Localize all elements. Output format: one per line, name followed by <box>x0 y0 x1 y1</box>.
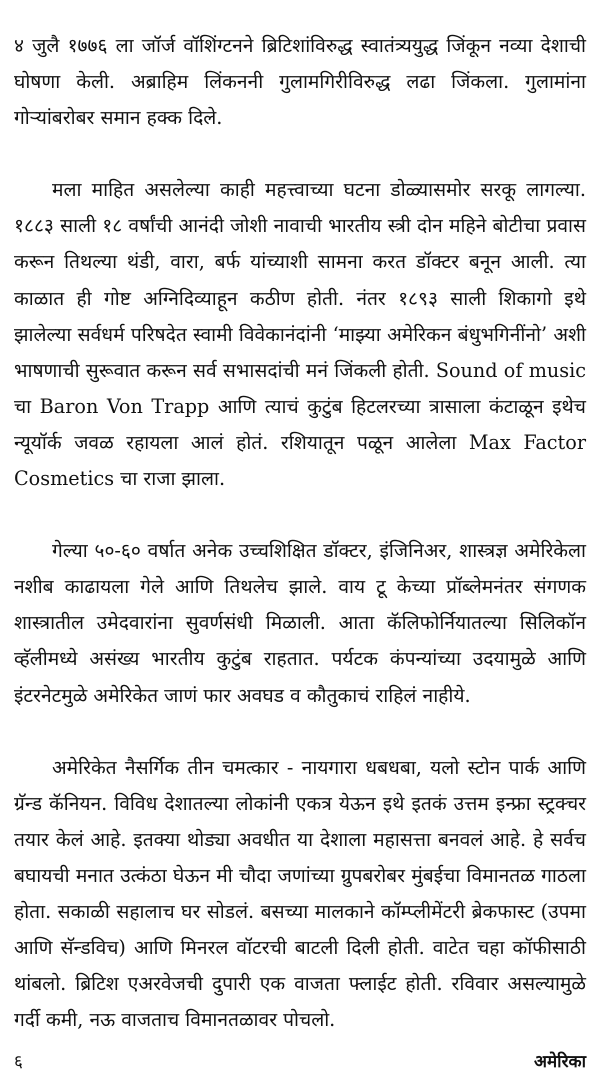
paragraph-4: अमेरिकेत नैसर्गिक तीन चमत्कार - नायगारा धबधबा, यलो स्टोन पार्क आणि ग्रॅन्ड कॅनियन. विविध देशातल्या लोकांनी एकत्र येऊन इथे इतकं उत्तम इन्फ्रा स्ट्रक्चर तयार केलं आहे. इतक्या थोड्या अवधीत या देशाला महासत्ता बनवलं आहे. हे सर्वच बघायची मनात उत्कंठा घेऊन मी चौदा जणांच्या ग्रुपबरोबर मुंबईचा विमानतळ गाठला होता. सकाळी सहालाच घर सोडलं. बसच्या मालकाने कॉम्प्लीमेंटरी ब्रेकफास्ट (उपमा आणि सॅन्डविच) आणि मिनरल वॉटरची बाटली दिली होती. वाटेत चहा कॉफीसाठी थांबलो. ब्रिटिश एअरवेजची दुपारी एक वाजता फ्लाईट होती. रविवार असल्यामुळे गर्दी कमी, नऊ वाजताच विमानतळावर पोचलो. <box>14 755 586 1032</box>
page-footer <box>14 1046 586 1074</box>
body-text <box>14 28 586 1038</box>
paragraph-1: ४ जुलै १७७६ ला जॉर्ज वॉशिंग्टनने ब्रिटिशांविरुद्ध स्वातंत्र्ययुद्ध जिंकून नव्या देशाची घोषणा केली. अब्राहिम लिंकननी गुलामगिरीविरुद्ध लढा जिंकला. गुलामांना गोऱ्यांबरोबर समान हक्क दिले. <box>14 34 586 130</box>
page-number: ६ <box>14 1051 23 1072</box>
paragraph-3: गेल्या ५०-६० वर्षात अनेक उच्चशिक्षित डॉक्टर, इंजिनिअर, शास्त्रज्ञ अमेरिकेला नशीब काढायला गेले आणि तिथलेच झाले. वाय टू केच्या प्रॉब्लेमनंतर संगणक शास्त्रातील उमेदवारांना सुवर्णसंधी मिळाली. आता कॅलिफोर्नियातल्या सिलिकॉन व्हॅलीमध्ये असंख्य भारतीय कुटुंब राहतात. पर्यटक कंपन्यांच्या उदयामुळे आणि इंटरनेटमुळे अमेरिकेत जाणं फार अवघड व कौतुकाचं राहिलं नाहीये. <box>14 539 586 707</box>
running-title: अमेरिका <box>534 1051 586 1072</box>
paragraph-2: मला माहित असलेल्या काही महत्त्वाच्या घटना डोळ्यासमोर सरकू लागल्या. १८८३ साली १८ वर्षांची आनंदी जोशी नावाची भारतीय स्त्री दोन महिने बोटीचा प्रवास करून तिथल्या थंडी, वारा, बर्फ यांच्याशी सामना करत डॉक्टर बनून आली. त्या काळात ही गोष्ट अग्निदिव्याहून कठीण होती. नंतर १८९३ साली शिकागो इथे झालेल्या सर्वधर्म परिषदेत स्वामी विवेकानंदांनी ‘माझ्या अमेरिकन बंधुभगिनींनो’ अशी भाषणाची सुरूवात करून सर्व सभासदांची मनं जिंकली होती. Sound of music चा Baron Von Trapp आणि त्याचं कुटुंब हिटलरच्या त्रासाला कंटाळून इथेच न्यूयॉर्क जवळ रहायला आलं होतं. रशियातून पळून आलेला Max Factor Cosmetics चा राजा झाला. <box>14 178 586 491</box>
